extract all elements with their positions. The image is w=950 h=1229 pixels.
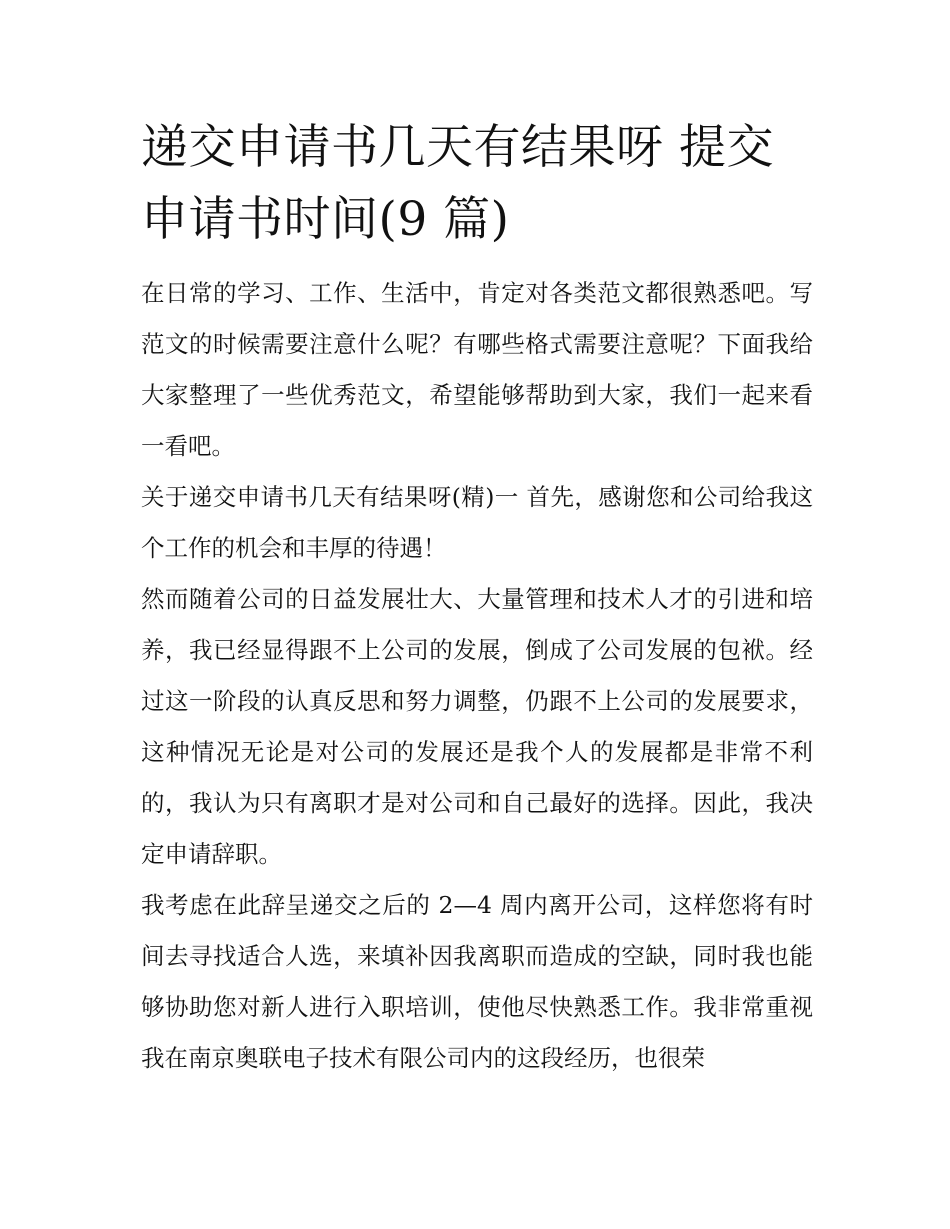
- document-body: [141, 268, 813, 1084]
- paragraph-intro: 在日常的学习、工作、生活中，肯定对各类范文都很熟悉吧。写范文的时候需要注意什么呢？有哪些格式需要注意呢？下面我给大家整理了一些优秀范文，希望能够帮助到大家，我们一起来看一看吧。: [141, 279, 813, 460]
- paragraph-reason: 然而随着公司的日益发展壮大、大量管理和技术人才的引进和培养，我已经显得跟不上公司的发展，倒成了公司发展的包袱。经过这一阶段的认真反思和努力调整，仍跟不上公司的发展要求，这种情况无论是对公司的发展还是我个人的发展都是非常不利的，我认为只有离职才是对公司和自己最好的选择。因此，我决定申请辞职。: [141, 585, 813, 868]
- document-page: [141, 112, 813, 1084]
- paragraph-plan: 我考虑在此辞呈递交之后的 2—4 周内离开公司，这样您将有时间去寻找适合人选，来填补因我离职而造成的空缺，同时我也能够协助您对新人进行入职培训，使他尽快熟悉工作。我非常重视我在南京奥联电子技术有限公司内的这段经历，也很荣: [141, 891, 813, 1072]
- document-title: 递交申请书几天有结果呀 提交申请书时间(9 篇): [141, 120, 774, 247]
- paragraph-thanks: 关于递交申请书几天有结果呀(精)一 首先，感谢您和公司给我这个工作的机会和丰厚的待遇！: [141, 483, 813, 562]
